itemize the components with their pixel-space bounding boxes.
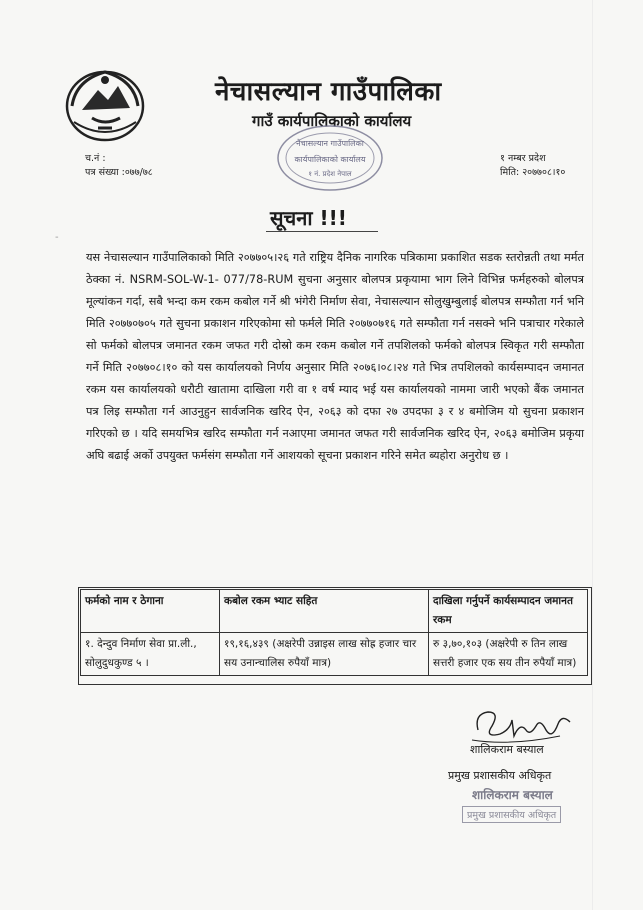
province-label: १ नम्बर प्रदेश bbox=[500, 153, 546, 164]
date-label: मिति: २०७७०८।१० bbox=[500, 167, 566, 178]
office-subtitle: गाउँ कार्यपालिकाको कार्यालय bbox=[252, 112, 412, 130]
stamp-signatory-title: प्रमुख प्रशासकीय अधिकृत bbox=[462, 806, 561, 823]
table-header-bid: कबोल रकम भ्याट सहित bbox=[220, 590, 429, 633]
signatory-title: प्रमुख प्रशासकीय अधिकृत bbox=[448, 769, 552, 782]
svg-text:कार्यपालिकाको कार्यालय: कार्यपालिकाको कार्यालय bbox=[294, 155, 366, 164]
government-emblem-icon bbox=[62, 62, 148, 144]
table-header-guarantee: दाखिला गर्नुपर्ने कार्यसम्पादन जमानत रकम bbox=[429, 590, 588, 633]
bid-table bbox=[80, 589, 588, 676]
cha-no-label: च.नं : bbox=[85, 153, 106, 164]
notice-heading: सूचना !!! bbox=[270, 206, 347, 230]
reference-right bbox=[500, 152, 565, 180]
signatory-name: शालिकराम बस्याल bbox=[470, 743, 544, 756]
table-cell-guarantee: रु ३,७०,१०३ (अक्षरेपी रु तिन लाख सत्तरी हजार एक सय तीन रुपैयाँ मात्र) bbox=[429, 633, 588, 676]
heading-underline bbox=[266, 231, 378, 232]
table-header-row bbox=[81, 590, 588, 633]
notice-body: यस नेचासल्यान गाउँपालिकाको मिति २०७७०५।२६ गते राष्ट्रिय दैनिक नागरिक पत्रिकामा प्रकाशित सडक स्तरोन्नती तथा मर्मत ठेक्का नं. NSRM-SOL-W-1- 077/78-RUM सुचना अनुसार बोलपत्र प्रकृयामा भाग लिने विभिन्न फर्महरुको बोलपत्र मूल्यांकन गर्दा, सबै भन्दा कम रकम कबोल गर्ने श्री भंगेरी निर्माण सेवा, नेचासल्यान सोलुखुम्बुलाई बोलपत्र सम्फौता गर्न भनि मिति २०७७०७०५ गते सुचना प्रकाशन गरिएकोमा सो फर्मले मिति २०७७०७१६ गते सम्फौता गर्न नसक्ने भनि पत्राचार गरेकाले सो फर्मको बोलपत्र जमानत रकम जफत गरी दोस्रो कम रकम कबोल गर्ने तपशिलको फर्मको बोलपत्र स्विकृत गरी सम्फौता गर्ने मिति २०७७०८।१० को यस कार्यालयको निर्णय अनुसार मिति २०७६।०८।२४ गते भित्र तपशिलको कार्यसम्पादन जमानत रकम यस कार्यालयको धरौटी खातामा दाखिला गरी वा १ वर्ष म्याद भई यस कार्यालयको नाममा जारी भएको बैंक जमानत पत्र लिइ सम्फौता गर्न आउनुहुन सार्वजनिक खरिद ऐन, २०६३ को दफा २७ उपदफा ३ र ४ बमोजिम यो सुचना प्रकाशन गरिएको छ । यदि समयभित्र खरिद सम्फौता गर्न नआएमा जमानत जफत गरी सार्वजनिक खरिद ऐन, २०६३ बमोजिम प्रकृया अघि बढाई अर्को उपयुक्त फर्मसंग सम्फौता गर्ने आशयको सूचना प्रकाशन गरिने समेत ब्यहोरा अनुरोध छ । bbox=[86, 251, 584, 462]
stamp-text: नेचासल्यान गाउँपालिका bbox=[296, 139, 364, 148]
page-title: नेचासल्यान गाउँपालिका bbox=[215, 77, 442, 107]
table-cell-bid: १९,१६,४३९ (अक्षरेपी उन्नाइस लाख सोह्र हजार चार सय उनान्चालिस रुपैयाँ मात्र) bbox=[220, 633, 429, 676]
table-row bbox=[81, 633, 588, 676]
svg-text:१ नं. प्रदेश नेपाल: १ नं. प्रदेश नेपाल bbox=[308, 170, 352, 178]
table-header-firm: फर्मको नाम र ठेगाना bbox=[81, 590, 220, 633]
margin-mark: - bbox=[55, 232, 59, 243]
patra-sankhya-label: पत्र संख्या :०७७/७८ bbox=[85, 167, 153, 178]
page-edge-line bbox=[592, 0, 593, 910]
stamp-signatory-name: शालिकराम बस्याल bbox=[472, 788, 553, 802]
office-stamp-icon bbox=[270, 118, 390, 198]
reference-left bbox=[85, 152, 153, 180]
table-cell-firm: १. देन्दुव निर्माण सेवा प्रा.ली., सोलुदुधकुण्ड ५ । bbox=[81, 633, 220, 676]
